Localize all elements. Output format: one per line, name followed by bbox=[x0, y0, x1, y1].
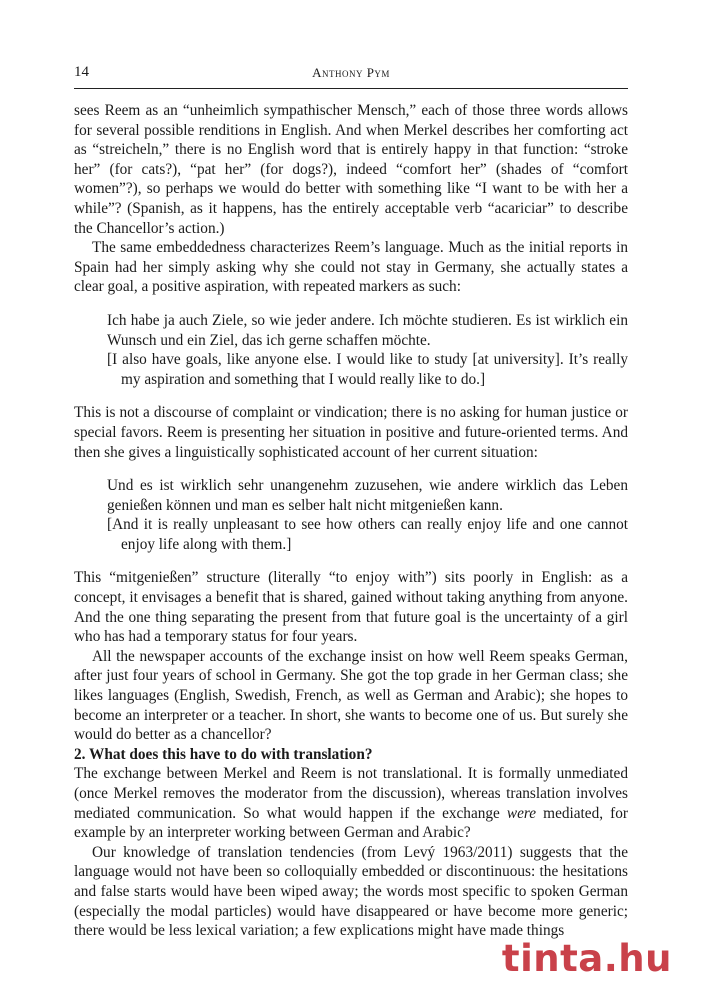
running-head: Anthony Pym bbox=[312, 65, 390, 80]
section-heading: 2. What does this have to do with translation? bbox=[74, 745, 373, 763]
paragraph-6-part-1: The exchange between Merkel and Reem is not translational. It is formally unmediated (once Merkel removes the moderator from the discussion), whereas translation involves mediated communication. So what would happen if the exchange bbox=[74, 765, 628, 822]
watermark-logo: tinta.hu bbox=[501, 937, 672, 980]
paragraph-2: The same embeddedness characterizes Reem’s language. Much as the initial reports in Spain had her simply asking why she could not stay in Germany, she actually states a clear goal, a positive aspiration, with repeated markers as such: bbox=[74, 239, 628, 296]
paragraph-6 bbox=[74, 764, 628, 842]
quote-2-german: Und es ist wirklich sehr unangenehm zuzusehen, wie andere wirklich das Leben genießen können und man es selber halt nicht mitgenießen kann. bbox=[107, 477, 628, 514]
paragraph-3: This is not a discourse of complaint or vindication; there is no asking for human justice or special favors. Reem is presenting her situation in positive and future-oriented terms. And then she gives a linguistically sophisticated account of her current situation: bbox=[74, 404, 628, 461]
paragraph-5: All the newspaper accounts of the exchange insist on how well Reem speaks German, after just four years of school in Germany. She got the top grade in her German class; she likes languages (English, Swedish, French, as well as German and Arabic); she hopes to become an interpreter or a teacher. In short, she wants to become one of us. But surely she would do better as a chancellor? bbox=[74, 647, 628, 744]
quote-2-translation: [And it is really unpleasant to see how others can really enjoy life and one cannot enjoy life along with them.] bbox=[107, 516, 628, 553]
paragraph-7: Our knowledge of translation tendencies (from Levý 1963/2011) suggests that the language would not have been so colloquially embedded or discontinuous: the hesitations and false starts would have been wiped away; the words most specific to spoken German (especially the modal particles) would have disappeared or have become more generic; there would be less lexical variation; a few explications might have made things bbox=[74, 843, 628, 940]
block-quote-2 bbox=[107, 476, 628, 554]
body-text bbox=[74, 101, 628, 941]
paragraph-6-emphasis: were bbox=[506, 804, 537, 822]
paragraph-4: This “mitgenießen” structure (literally “to enjoy with”) sits poorly in English: as a concept, it envisages a benefit that is shared, gained without taking anything from anyone. And the one thing separating the present from that future goal is the uncertainty of a girl who has had a temporary status for four years. bbox=[74, 569, 628, 646]
page-header bbox=[74, 64, 628, 89]
page-number: 14 bbox=[74, 64, 89, 80]
block-quote-1 bbox=[107, 311, 628, 389]
paragraph-1: sees Reem as an “unheimlich sympathischer Mensch,” each of those three words allows for several possible renditions in English. And when Merkel describes her comforting act as “streicheln,” there is no English word that is entirely happy in that function: “stroke her” (for cats?), “pat her” (for dogs?), indeed “comfort her” (shades of “comfort women”?), so perhaps we would do better with something like “I want to be with her a while”? (Spanish, as it happens, has the entirely acceptable verb “acariciar” to describe the Chancellor’s action.) bbox=[74, 102, 628, 237]
quote-1-translation: [I also have goals, like anyone else. I would like to study [at university]. It’s really my aspiration and something that I would really like to do.] bbox=[107, 351, 628, 388]
quote-1-german: Ich habe ja auch Ziele, so wie jeder andere. Ich möchte studieren. Es ist wirklich ein Wunsch und ein Ziel, das ich gerne schaffen möchte. bbox=[107, 311, 628, 349]
paragraph-6-part-2: mediated, for example by an interpreter working between German and Arabic? bbox=[74, 804, 628, 842]
